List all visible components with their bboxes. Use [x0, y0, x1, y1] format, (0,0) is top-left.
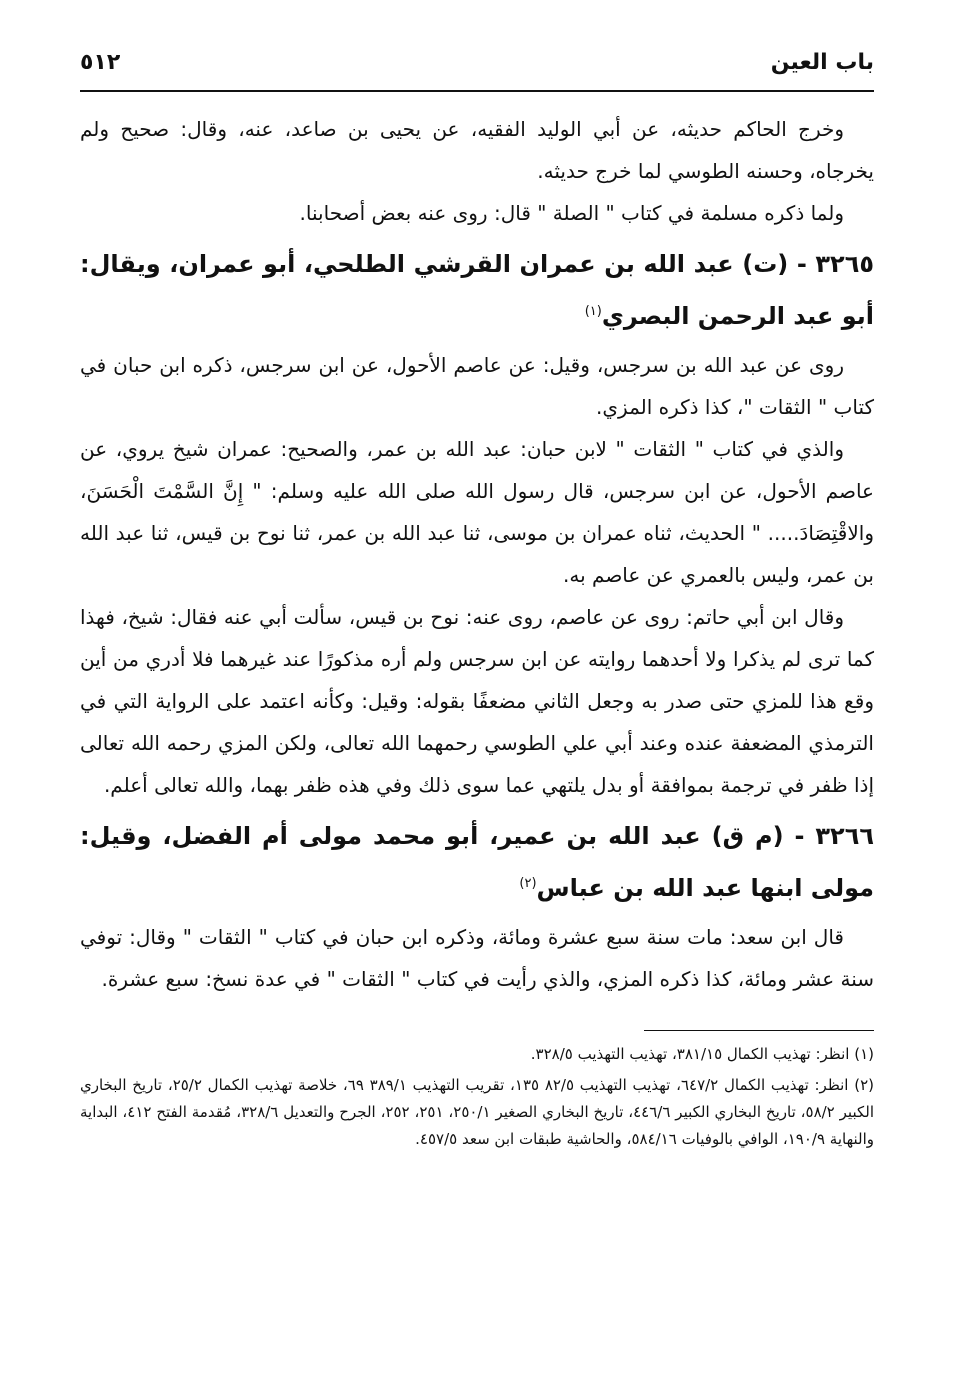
- paragraph: والذي في كتاب " الثقات " لابن حبان: عبد الله بن عمر، والصحيح: عمران شيخ يروي، عن عاصم الأحول، عن ابن سرجس، قال رسول الله صلى الله عليه وسلم: " إِنَّ السَّمْتَ الْحَسَنَ، والاقْتِصَادَ..... " الحديث، ثناه عمران بن موسى، ثنا عبد الله بن عمر، ثنا نوح بن قيس، ثنا عبد الله بن عمر، وليس بالعمري عن عاصم به.: [80, 437, 874, 587]
- entry-heading-text: ٣٢٦٥ - (ت) عبد الله بن عمران القرشي الطلحي، أبو عمران، ويقال: أبو عبد الرحمن البصري: [80, 250, 874, 330]
- paragraph: وخرج الحاكم حديثه، عن أبي الوليد الفقيه، عن يحيى بن صاعد، عنه، وقال: صحيح ولم يخرجاه، وحسنه الطوسي لما خرج حديثه.: [80, 117, 874, 183]
- footnotes: [80, 1031, 874, 1153]
- paragraph: وقال ابن أبي حاتم: روى عن عاصم، روى عنه: نوح بن قيس، سألت أبي عنه فقال: شيخ، فهذا كما ترى لم يذكرا ولا أحدهما روايته عن ابن سرجس ولم أره مذكورًا عند غيرهما فلا أدري من أين وقع هذا للمزي حتى صدر به وجعل الثاني مضعفًا بقوله: وقيل: وكأنه اعتمد على الرواية التي في الترمذي المضعفة عنده وعند أبي علي الطوسي رحمهما الله تعالى، ولكن المزي رحمه الله تعالى إذا ظفر في ترجمة بموافقة أو بدل يلتهي عما سوى ذلك وفي هذه ظفر بهما، والله تعالى أعلم.: [80, 605, 874, 797]
- running-header: [80, 40, 874, 92]
- chapter-title: باب العين: [770, 50, 874, 75]
- paragraph: روى عن عبد الله بن سرجس، وقيل: عن عاصم الأحول، عن ابن سرجس، ذكره ابن حبان في كتاب " الثقات "، كذا ذكره المزي.: [80, 353, 874, 419]
- footnote-marker: (١): [584, 304, 602, 319]
- footnote-marker: (٢): [519, 876, 537, 891]
- main-text: [80, 92, 874, 1000]
- footnote-1: (١) انظر: تهذيب الكمال ٣٨١/١٥، تهذيب التهذيب ٣٢٨/٥.: [530, 1045, 874, 1063]
- footnote-2: (٢) انظر: تهذيب الكمال ٦٤٧/٢، تهذيب التهذيب ٨٢/٥ ١٣٥، تقريب التهذيب ٣٨٩/١ ٦٩، خلاصة تهذيب الكمال ٢٥/٢، تاريخ البخاري الكبير ٥٨/٢، تاريخ البخاري الكبير ٤٤٦/٦، تاريخ البخاري الصغير ٢٥٠/١، ٢٥١، ٢٥٢، الجرح والتعديل ٣٢٨/٦، مُقدمة الفتح ٤١٢، البداية والنهاية ١٩٠/٩، الوافي بالوفيات ٥٨٤/١٦، والحاشية طبقات ابن سعد ٤٥٧/٥.: [80, 1076, 874, 1148]
- paragraph: ولما ذكره مسلمة في كتاب " الصلة " قال: روى عنه بعض أصحابنا.: [299, 201, 844, 225]
- paragraph: قال ابن سعد: مات سنة سبع عشرة ومائة، وذكره ابن حبان في كتاب " الثقات " وقال: توفي سنة عشر ومائة، كذا ذكره المزي، والذي رأيت في كتاب " الثقات " في عدة نسخ: سبع عشرة.: [80, 925, 874, 991]
- entry-heading-text: ٣٢٦٦ - (م ق) عبد الله بن عمير، أبو محمد مولى أم الفضل، وقيل: مولى ابنها عبد الله بن عباس: [80, 822, 874, 902]
- page-number: ٥١٢: [80, 50, 121, 75]
- book-page: [80, 40, 874, 1360]
- entry-heading-3266: [80, 812, 874, 912]
- entry-heading-3265: [80, 240, 874, 340]
